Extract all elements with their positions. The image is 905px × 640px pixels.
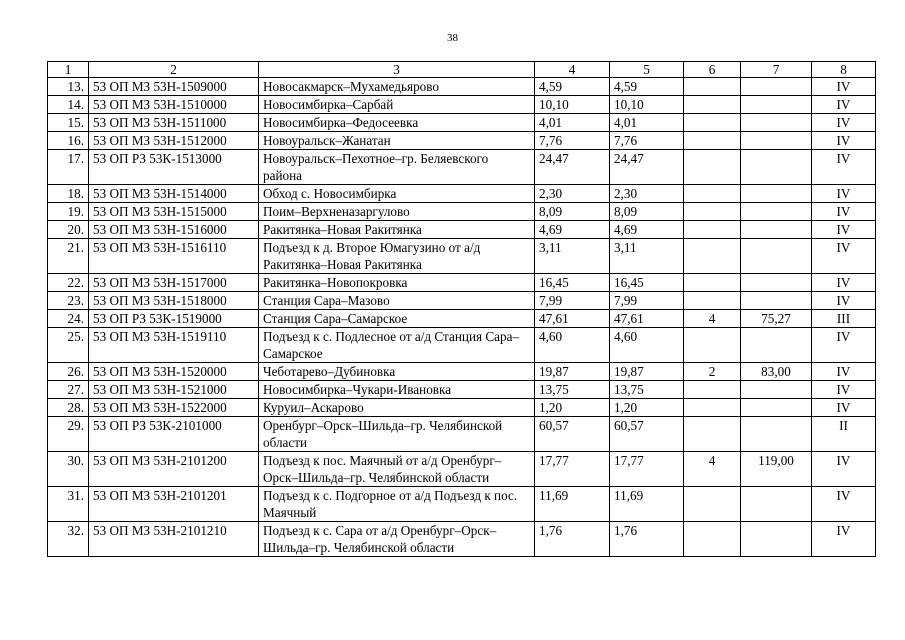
category-cell: IV (812, 239, 876, 274)
column-header: 8 (812, 62, 876, 78)
count-cell (684, 221, 741, 239)
length-cell: 60,57 (610, 417, 684, 452)
road-name-cell: Чеботарево–Дубиновка (259, 363, 535, 381)
value-cell (741, 96, 812, 114)
category-cell: IV (812, 132, 876, 150)
table-row (48, 221, 876, 239)
road-name-cell: Поим–Верхненазаргулово (259, 203, 535, 221)
length-total-cell: 24,47 (535, 150, 610, 185)
road-name-cell: Подъезд к пос. Маячный от а/д Оренбург–Орск–Шильда–гр. Челябинской области (259, 452, 535, 487)
table-row (48, 522, 876, 557)
table-row (48, 487, 876, 522)
category-cell: II (812, 417, 876, 452)
length-cell: 17,77 (610, 452, 684, 487)
length-total-cell: 13,75 (535, 381, 610, 399)
road-code-cell: 53 ОП МЗ 53Н-2101200 (89, 452, 259, 487)
road-name-cell: Станция Сара–Самарское (259, 310, 535, 328)
length-total-cell: 7,76 (535, 132, 610, 150)
length-cell: 10,10 (610, 96, 684, 114)
length-total-cell: 4,01 (535, 114, 610, 132)
value-cell (741, 239, 812, 274)
road-code-cell: 53 ОП МЗ 53Н-1510000 (89, 96, 259, 114)
row-number-cell: 25. (48, 328, 89, 363)
category-cell: IV (812, 221, 876, 239)
length-cell: 1,20 (610, 399, 684, 417)
length-total-cell: 4,60 (535, 328, 610, 363)
row-number-cell: 14. (48, 96, 89, 114)
road-code-cell: 53 ОП МЗ 53Н-1515000 (89, 203, 259, 221)
road-code-cell: 53 ОП МЗ 53Н-2101210 (89, 522, 259, 557)
road-name-cell: Подъезд к с. Подлесное от а/д Станция Сара–Самарское (259, 328, 535, 363)
length-cell: 4,01 (610, 114, 684, 132)
value-cell (741, 185, 812, 203)
road-name-cell: Новоуральск–Жанатан (259, 132, 535, 150)
count-cell (684, 522, 741, 557)
row-number-cell: 22. (48, 274, 89, 292)
value-cell (741, 78, 812, 96)
road-code-cell: 53 ОП МЗ 53Н-1518000 (89, 292, 259, 310)
road-code-cell: 53 ОП МЗ 53Н-1511000 (89, 114, 259, 132)
length-total-cell: 17,77 (535, 452, 610, 487)
length-cell: 4,60 (610, 328, 684, 363)
road-code-cell: 53 ОП МЗ 53Н-1509000 (89, 78, 259, 96)
count-cell (684, 96, 741, 114)
column-header: 5 (610, 62, 684, 78)
road-code-cell: 53 ОП МЗ 53Н-1521000 (89, 381, 259, 399)
row-number-cell: 29. (48, 417, 89, 452)
value-cell (741, 487, 812, 522)
count-cell (684, 274, 741, 292)
table-row (48, 203, 876, 221)
road-name-cell: Станция Сара–Мазово (259, 292, 535, 310)
category-cell: III (812, 310, 876, 328)
value-cell: 119,00 (741, 452, 812, 487)
count-cell (684, 292, 741, 310)
column-header: 4 (535, 62, 610, 78)
length-cell: 16,45 (610, 274, 684, 292)
road-code-cell: 53 ОП РЗ 53К-2101000 (89, 417, 259, 452)
count-cell (684, 185, 741, 203)
category-cell: IV (812, 452, 876, 487)
value-cell: 83,00 (741, 363, 812, 381)
table-row (48, 381, 876, 399)
length-cell: 3,11 (610, 239, 684, 274)
category-cell: IV (812, 399, 876, 417)
table-row (48, 452, 876, 487)
road-code-cell: 53 ОП МЗ 53Н-1522000 (89, 399, 259, 417)
length-total-cell: 19,87 (535, 363, 610, 381)
row-number-cell: 26. (48, 363, 89, 381)
row-number-cell: 13. (48, 78, 89, 96)
table-header (48, 62, 876, 78)
road-name-cell: Оренбург–Орск–Шильда–гр. Челябинской области (259, 417, 535, 452)
road-code-cell: 53 ОП МЗ 53Н-1516110 (89, 239, 259, 274)
table-row (48, 399, 876, 417)
value-cell (741, 150, 812, 185)
road-code-cell: 53 ОП МЗ 53Н-2101201 (89, 487, 259, 522)
length-total-cell: 8,09 (535, 203, 610, 221)
value-cell (741, 114, 812, 132)
category-cell: IV (812, 78, 876, 96)
count-cell (684, 78, 741, 96)
road-name-cell: Подъезд к с. Подгорное от а/д Подъезд к пос. Маячный (259, 487, 535, 522)
length-total-cell: 16,45 (535, 274, 610, 292)
header-row (48, 62, 876, 78)
row-number-cell: 24. (48, 310, 89, 328)
road-name-cell: Новосимбирка–Чукари-Ивановка (259, 381, 535, 399)
table-row (48, 96, 876, 114)
length-total-cell: 11,69 (535, 487, 610, 522)
road-code-cell: 53 ОП МЗ 53Н-1514000 (89, 185, 259, 203)
category-cell: IV (812, 328, 876, 363)
length-cell: 4,69 (610, 221, 684, 239)
count-cell (684, 239, 741, 274)
length-total-cell: 47,61 (535, 310, 610, 328)
length-cell: 8,09 (610, 203, 684, 221)
road-code-cell: 53 ОП МЗ 53Н-1520000 (89, 363, 259, 381)
row-number-cell: 16. (48, 132, 89, 150)
length-cell: 47,61 (610, 310, 684, 328)
value-cell (741, 417, 812, 452)
road-code-cell: 53 ОП МЗ 53Н-1519110 (89, 328, 259, 363)
row-number-cell: 31. (48, 487, 89, 522)
length-total-cell: 60,57 (535, 417, 610, 452)
count-cell (684, 381, 741, 399)
category-cell: IV (812, 381, 876, 399)
row-number-cell: 20. (48, 221, 89, 239)
length-total-cell: 4,59 (535, 78, 610, 96)
value-cell (741, 221, 812, 239)
category-cell: IV (812, 150, 876, 185)
length-cell: 2,30 (610, 185, 684, 203)
table-row (48, 328, 876, 363)
road-name-cell: Подъезд к с. Сара от а/д Оренбург–Орск–Шильда–гр. Челябинской области (259, 522, 535, 557)
table-row (48, 363, 876, 381)
category-cell: IV (812, 487, 876, 522)
value-cell (741, 292, 812, 310)
table-row (48, 132, 876, 150)
road-name-cell: Новосимбирка–Федосеевка (259, 114, 535, 132)
value-cell: 75,27 (741, 310, 812, 328)
road-code-cell: 53 ОП МЗ 53Н-1516000 (89, 221, 259, 239)
row-number-cell: 32. (48, 522, 89, 557)
row-number-cell: 18. (48, 185, 89, 203)
value-cell (741, 328, 812, 363)
row-number-cell: 17. (48, 150, 89, 185)
row-number-cell: 23. (48, 292, 89, 310)
length-total-cell: 4,69 (535, 221, 610, 239)
length-cell: 11,69 (610, 487, 684, 522)
table-row (48, 292, 876, 310)
length-cell: 19,87 (610, 363, 684, 381)
count-cell: 2 (684, 363, 741, 381)
road-name-cell: Ракитянка–Новопокровка (259, 274, 535, 292)
table-row (48, 417, 876, 452)
row-number-cell: 15. (48, 114, 89, 132)
row-number-cell: 19. (48, 203, 89, 221)
road-name-cell: Новоуральск–Пехотное–гр. Беляевского района (259, 150, 535, 185)
length-cell: 7,76 (610, 132, 684, 150)
count-cell (684, 399, 741, 417)
count-cell (684, 328, 741, 363)
road-code-cell: 53 ОП РЗ 53К-1519000 (89, 310, 259, 328)
value-cell (741, 522, 812, 557)
length-total-cell: 1,20 (535, 399, 610, 417)
length-total-cell: 3,11 (535, 239, 610, 274)
road-name-cell: Куруил–Аскарово (259, 399, 535, 417)
length-total-cell: 1,76 (535, 522, 610, 557)
length-cell: 1,76 (610, 522, 684, 557)
road-name-cell: Подъезд к д. Второе Юмагузино от а/д Ракитянка–Новая Ракитянка (259, 239, 535, 274)
table-row (48, 185, 876, 203)
road-name-cell: Ракитянка–Новая Ракитянка (259, 221, 535, 239)
value-cell (741, 203, 812, 221)
category-cell: IV (812, 203, 876, 221)
row-number-cell: 28. (48, 399, 89, 417)
length-cell: 7,99 (610, 292, 684, 310)
column-header: 7 (741, 62, 812, 78)
category-cell: IV (812, 96, 876, 114)
column-header: 1 (48, 62, 89, 78)
column-header: 3 (259, 62, 535, 78)
table-body (48, 78, 876, 557)
length-cell: 24,47 (610, 150, 684, 185)
column-header: 6 (684, 62, 741, 78)
count-cell (684, 417, 741, 452)
length-total-cell: 2,30 (535, 185, 610, 203)
count-cell (684, 203, 741, 221)
road-name-cell: Новосимбирка–Сарбай (259, 96, 535, 114)
category-cell: IV (812, 522, 876, 557)
category-cell: IV (812, 292, 876, 310)
category-cell: IV (812, 363, 876, 381)
road-code-cell: 53 ОП МЗ 53Н-1512000 (89, 132, 259, 150)
length-total-cell: 10,10 (535, 96, 610, 114)
road-registry-table (47, 61, 876, 557)
road-code-cell: 53 ОП РЗ 53К-1513000 (89, 150, 259, 185)
count-cell: 4 (684, 310, 741, 328)
length-cell: 4,59 (610, 78, 684, 96)
category-cell: IV (812, 114, 876, 132)
row-number-cell: 30. (48, 452, 89, 487)
road-name-cell: Новосакмарск–Мухамедьярово (259, 78, 535, 96)
value-cell (741, 381, 812, 399)
table-row (48, 274, 876, 292)
value-cell (741, 274, 812, 292)
table-row (48, 150, 876, 185)
count-cell (684, 150, 741, 185)
count-cell: 4 (684, 452, 741, 487)
table-row (48, 310, 876, 328)
row-number-cell: 27. (48, 381, 89, 399)
length-cell: 13,75 (610, 381, 684, 399)
row-number-cell: 21. (48, 239, 89, 274)
category-cell: IV (812, 185, 876, 203)
value-cell (741, 132, 812, 150)
road-name-cell: Обход с. Новосимбирка (259, 185, 535, 203)
count-cell (684, 114, 741, 132)
road-code-cell: 53 ОП МЗ 53Н-1517000 (89, 274, 259, 292)
table-row (48, 114, 876, 132)
value-cell (741, 399, 812, 417)
table-row (48, 78, 876, 96)
column-header: 2 (89, 62, 259, 78)
count-cell (684, 132, 741, 150)
category-cell: IV (812, 274, 876, 292)
count-cell (684, 487, 741, 522)
table-row (48, 239, 876, 274)
page-number: 38 (447, 32, 458, 44)
length-total-cell: 7,99 (535, 292, 610, 310)
